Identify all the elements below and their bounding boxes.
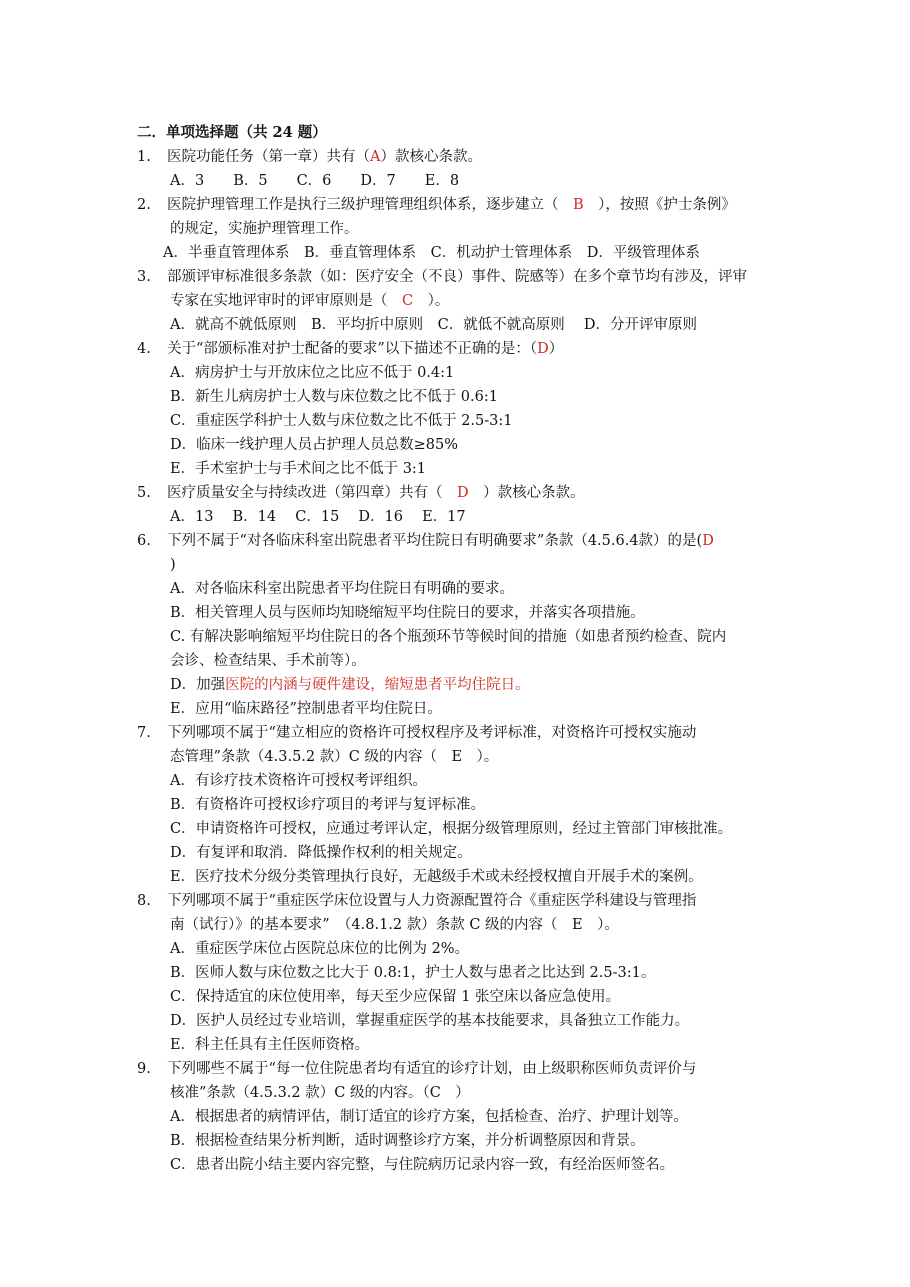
option-b: B．新生儿病房护士人数与床位数之比不低于 0.6:1 <box>170 389 498 405</box>
option-c: C．申请资格许可授权，应通过考评认定，根据分级管理原则，经过主管部门审核批准。 <box>170 821 733 837</box>
option-b: B．相关管理人员与医师均知晓缩短平均住院日的要求，并落实各项措施。 <box>170 605 645 621</box>
question-stem: 医院护理管理工作是执行三级护理管理组织体系，逐步建立（ <box>167 197 573 213</box>
question-stem: 部颁评审标准很多条款（如：医疗安全（不良）事件、院感等）在多个章节均有涉及，评审 <box>167 269 747 285</box>
question-number: 3. <box>137 269 151 285</box>
question-number: 8. <box>137 893 151 909</box>
option-b: B．根据检查结果分析判断，适时调整诊疗方案，并分析调整原因和背景。 <box>170 1133 645 1149</box>
question-stem: 关于“部颁标准对护士配备的要求”以下描述不正确的是：（ <box>167 341 538 357</box>
question-stem: 下列哪项不属于“建立相应的资格许可授权程序及考评标准，对资格许可授权实施动 <box>167 725 697 741</box>
option-d: D．医护人员经过专业培训，掌握重症医学的基本技能要求，具备独立工作能力。 <box>170 1013 690 1029</box>
answer: D <box>702 533 714 549</box>
question-8 <box>137 890 696 912</box>
question-number: 5. <box>137 485 151 501</box>
option-e: E．科主任具有主任医师资格。 <box>170 1037 370 1053</box>
answer: D <box>457 485 469 501</box>
option-d <box>170 674 530 696</box>
option-d-highlight: 医院的内涵与硬件建设，缩短患者平均住院日。 <box>225 677 530 693</box>
question-1 <box>137 146 482 168</box>
question-number: 4. <box>137 341 151 357</box>
option-c: C．患者出院小结主要内容完整，与住院病历记录内容一致，有经治医师签名。 <box>170 1157 675 1173</box>
question-stem-end: ）。 <box>413 293 450 309</box>
question-7 <box>137 722 696 744</box>
question-stem: 下列不属于“对各临床科室出院患者平均住院日有明确要求”条款（4.5.6.4款）的是( <box>167 533 703 549</box>
option-a: A．重症医学床位占医院总床位的比例为 2%。 <box>170 941 470 957</box>
question-2-stem-cont: 的规定，实施护理管理工作。 <box>170 221 359 237</box>
question-stem-end: ）款核心条款。 <box>380 149 482 165</box>
question-stem-end: ），按照《护士条例》 <box>583 197 736 213</box>
option-c: C．重症医学科护士人数与床位数之比不低于 2.5-3:1 <box>170 413 513 429</box>
option-a: A．根据患者的病情评估，制订适宜的诊疗方案，包括检查、治疗、护理计划等。 <box>170 1109 688 1125</box>
option-b: B．有资格许可授权诊疗项目的考评与复评标准。 <box>170 797 486 813</box>
question-stem: 医院功能任务（第一章）共有（ <box>167 149 370 165</box>
option-e: E．医疗技术分级分类管理执行良好，无越级手术或未经授权擅自开展手术的案例。 <box>170 869 703 885</box>
question-number: 2. <box>137 197 151 213</box>
question-8-stem-cont: 南（试行）》的基本要求” （4.8.1.2 款）条款 C 级的内容（ E ）。 <box>170 917 619 933</box>
question-stem: 专家在实地评审时的评审原则是（ <box>170 293 402 309</box>
question-number: 7. <box>137 725 151 741</box>
answer: D <box>537 341 549 357</box>
option-c-cont: 会诊、检查结果、手术前等）。 <box>170 653 366 669</box>
question-2-options: A．半垂直管理体系 B．垂直管理体系 C．机动护士管理体系 D．平级管理体系 <box>163 245 700 261</box>
question-stem: 下列哪些不属于“每一位住院患者均有适宜的诊疗计划，由上级职称医师负责评价与 <box>167 1061 697 1077</box>
question-3-stem-cont <box>170 290 449 312</box>
question-number: 6. <box>137 533 151 549</box>
question-stem-end: ） <box>548 341 564 357</box>
answer: A <box>370 149 381 165</box>
option-c: C．保持适宜的床位使用率，每天至少应保留 1 张空床以备应急使用。 <box>170 989 621 1005</box>
question-3-options: A．就高不就低原则 B．平均折中原则 C．就低不就高原则 D．分开评审原则 <box>170 317 697 333</box>
question-7-stem-cont: 态管理”条款（4.3.5.2 款）C 级的内容（ E ）。 <box>170 749 499 765</box>
question-2 <box>137 194 736 216</box>
option-a: A．病房护士与开放床位之比应不低于 0.4:1 <box>170 365 455 381</box>
question-stem: 下列哪项不属于“重症医学床位设置与人力资源配置符合《重症医学科建设与管理指 <box>167 893 697 909</box>
section-title: 二．单项选择题（共 24 题） <box>137 124 327 141</box>
option-b: B．医师人数与床位数之比大于 0.8:1，护士人数与患者之比达到 2.5-3:1。 <box>170 965 656 981</box>
question-9-stem-cont: 核准”条款（4.5.3.2 款）C 级的内容。（C ） <box>170 1085 470 1101</box>
question-4 <box>137 338 563 360</box>
question-5-options: A．13 B．14 C．15 D．16 E．17 <box>170 509 466 525</box>
option-a: A．有诊疗技术资格许可授权考评组织。 <box>170 773 427 789</box>
question-stem-end: ）款核心条款。 <box>468 485 585 501</box>
question-number: 9. <box>137 1061 151 1077</box>
option-d: D．临床一线护理人员占护理人员总数≥85% <box>170 437 459 453</box>
option-e: E．应用“临床路径”控制患者平均住院日。 <box>170 701 442 717</box>
question-3 <box>137 266 747 288</box>
question-6-stem-cont: ) <box>170 557 176 573</box>
answer: B <box>573 197 584 213</box>
answer: C <box>402 293 414 309</box>
question-6 <box>137 530 714 552</box>
option-d: D．有复评和取消．降低操作权利的相关规定。 <box>170 845 472 861</box>
question-9 <box>137 1058 696 1080</box>
option-e: E．手术室护士与手术间之比不低于 3:1 <box>170 461 427 477</box>
option-d-prefix: D．加强 <box>170 677 226 693</box>
question-stem: 医疗质量安全与持续改进（第四章）共有（ <box>167 485 457 501</box>
question-5 <box>137 482 585 504</box>
option-c: C. 有解决影响缩短平均住院日的各个瓶颈环节等候时间的措施（如患者预约检查、院内 <box>170 629 727 645</box>
option-a: A．对各临床科室出院患者平均住院日有明确的要求。 <box>170 581 514 597</box>
question-number: 1. <box>137 149 151 165</box>
question-1-options: A．3 B．5 C．6 D．7 E．8 <box>170 173 460 189</box>
